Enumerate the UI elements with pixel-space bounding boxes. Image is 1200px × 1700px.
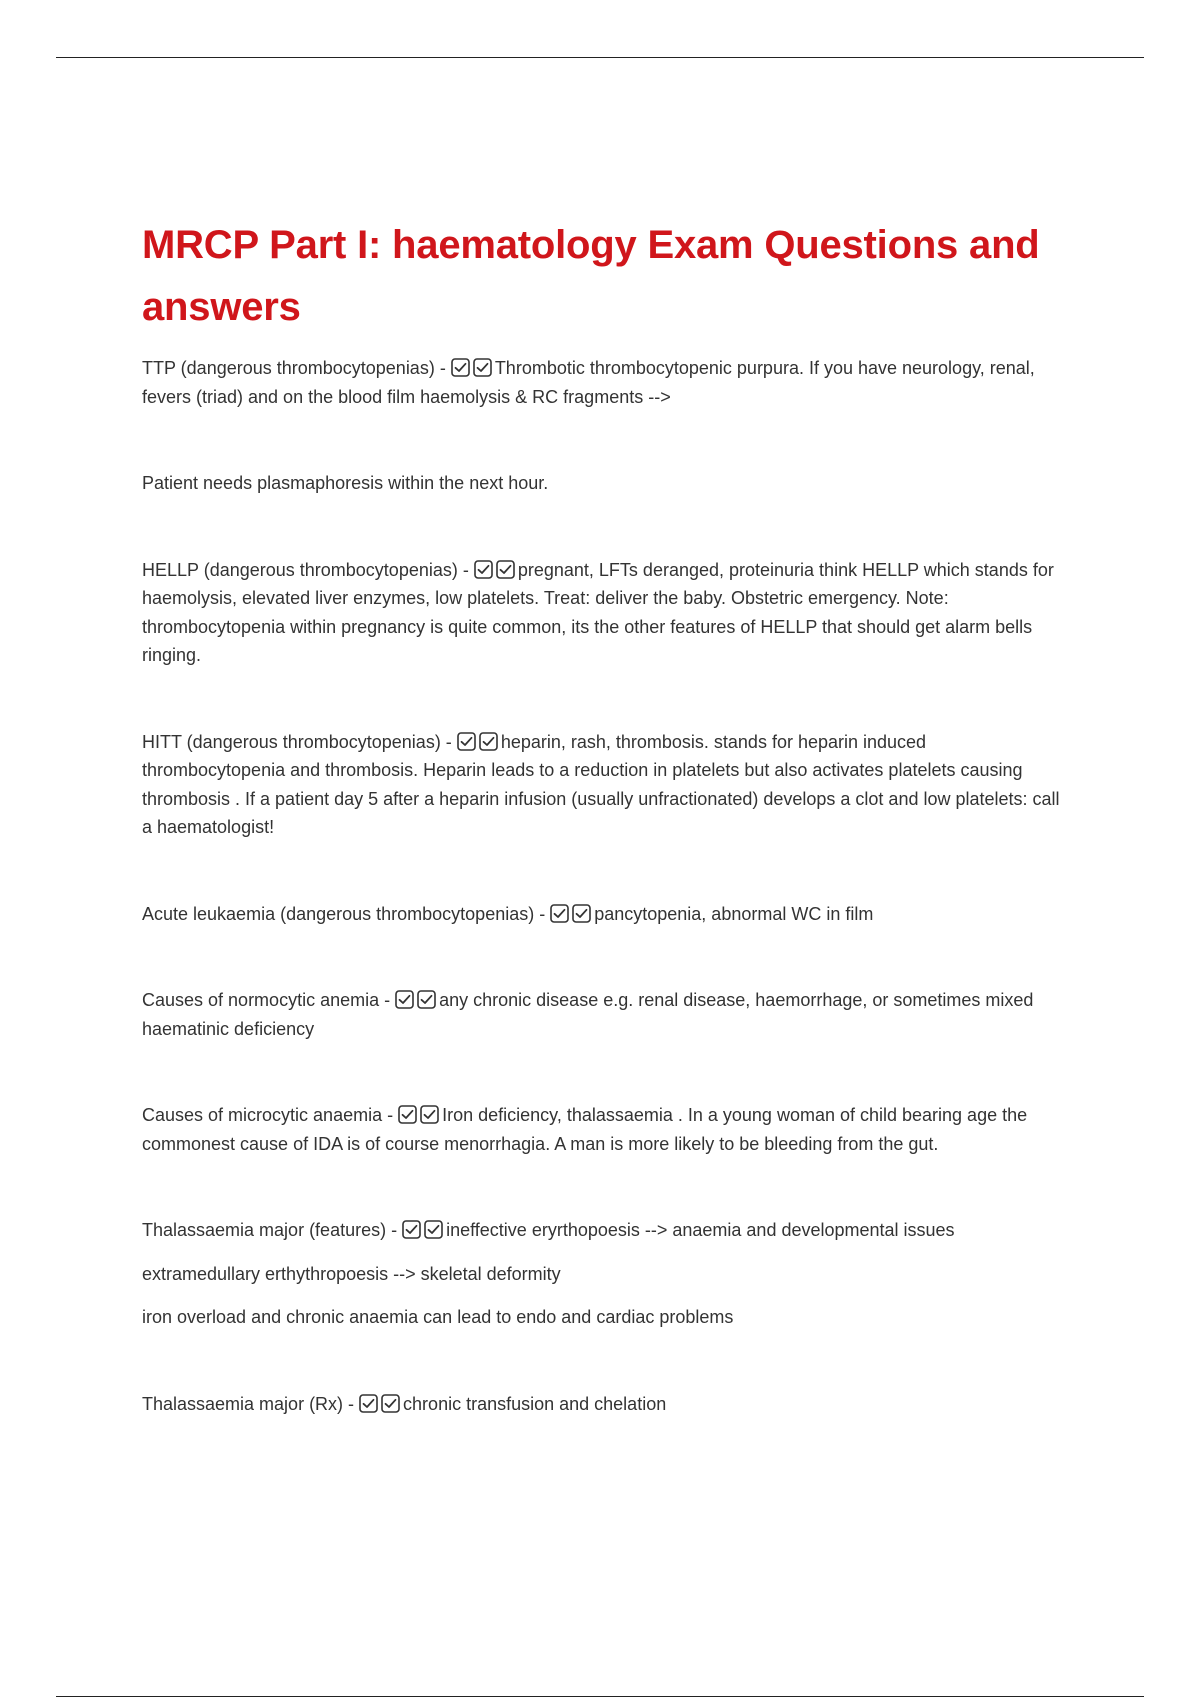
- checkbox-icon: [473, 358, 492, 377]
- qa-entry-microcytic-anaemia: [142, 1101, 1062, 1158]
- checkbox-icon: [572, 904, 591, 923]
- checkbox-icon: [550, 904, 569, 923]
- answer-line: extramedullary erthythropoesis --> skeletal deformity: [142, 1263, 561, 1284]
- qa-entry-normocytic-anaemia: [142, 986, 1062, 1043]
- question-term: Causes of microcytic anaemia -: [142, 1105, 399, 1125]
- question-term: Acute leukaemia (dangerous thrombocytopenias) -: [142, 903, 551, 924]
- question-term: Thalassaemia major (Rx) -: [142, 1393, 360, 1414]
- checkbox-icon: [398, 1105, 417, 1124]
- answer-text: ineffective eryrthopoesis --> anaemia and developmental issues: [446, 1220, 955, 1240]
- answer-text: any chronic disease e.g. renal disease, haemorrhage, or sometimes mixed haematinic deficiency: [142, 990, 1034, 1039]
- header-rule: [56, 57, 1144, 58]
- answer-text: Iron deficiency, thalassaemia . In a young woman of child bearing age the commonest cause of IDA is of course menorrhagia. A man is more likely to be bleeding from the gut.: [142, 1105, 1028, 1154]
- qa-entry-acute-leukaemia: [142, 900, 1062, 929]
- checkbox-icon: [451, 358, 470, 377]
- answer-note: Patient needs plasmaphoresis within the next hour.: [142, 473, 549, 493]
- checkbox-icon: [496, 560, 515, 579]
- checkbox-icon: [474, 560, 493, 579]
- checkbox-icon: [457, 732, 476, 751]
- document-body: [142, 214, 1062, 1418]
- checkbox-icon: [420, 1105, 439, 1124]
- answer-text: pregnant, LFTs deranged, proteinuria think HELLP which stands for haemolysis, elevated liver enzymes, low platelets. Treat: deliver the baby. Obstetric emergency. Note: thrombocytopenia within pregnancy is quite common, its the other features of HELLP that should get alarm bells ringing.: [142, 559, 1054, 665]
- answer-line: iron overload and chronic anaemia can lead to endo and cardiac problems: [142, 1307, 734, 1327]
- answer-text: Thrombotic thrombocytopenic purpura. If you have neurology, renal, fevers (triad) and on the blood film haemolysis & RC fragments -->: [142, 358, 1035, 407]
- footer-rule: [56, 1696, 1144, 1697]
- checkbox-icon: [417, 990, 436, 1009]
- answer-text: chronic transfusion and chelation: [403, 1393, 667, 1414]
- checkbox-icon: [479, 732, 498, 751]
- qa-entry-thalassaemia-rx: [142, 1390, 1062, 1419]
- qa-entry-hellp: [142, 556, 1062, 670]
- question-term: HITT (dangerous thrombocytopenias) -: [142, 731, 457, 752]
- checkbox-icon: [359, 1394, 378, 1413]
- question-term: Thalassaemia major (features) -: [142, 1220, 403, 1240]
- checkbox-icon: [395, 990, 414, 1009]
- checkbox-icon: [381, 1394, 400, 1413]
- qa-entry-ttp: [142, 354, 1062, 411]
- question-term: HELLP (dangerous thrombocytopenias) -: [142, 559, 474, 580]
- qa-entry-hitt: [142, 728, 1062, 842]
- answer-text: heparin, rash, thrombosis. stands for heparin induced thrombocytopenia and thrombosis. Heparin leads to a reduction in platelets but also activates platelets causing thrombosis . If a patient day 5 after a heparin infusion (usually unfractionated) develops a clot and low platelets: call a haematologist!: [142, 731, 1060, 837]
- question-term: Causes of normocytic anemia -: [142, 990, 396, 1010]
- qa-entry-thalassaemia-features: [142, 1216, 1062, 1245]
- checkbox-icon: [402, 1220, 421, 1239]
- page-title: MRCP Part I: haematology Exam Questions and answers: [142, 223, 1040, 329]
- question-term: TTP (dangerous thrombocytopenias) -: [142, 358, 451, 378]
- checkbox-icon: [424, 1220, 443, 1239]
- answer-text: pancytopenia, abnormal WC in film: [594, 903, 874, 924]
